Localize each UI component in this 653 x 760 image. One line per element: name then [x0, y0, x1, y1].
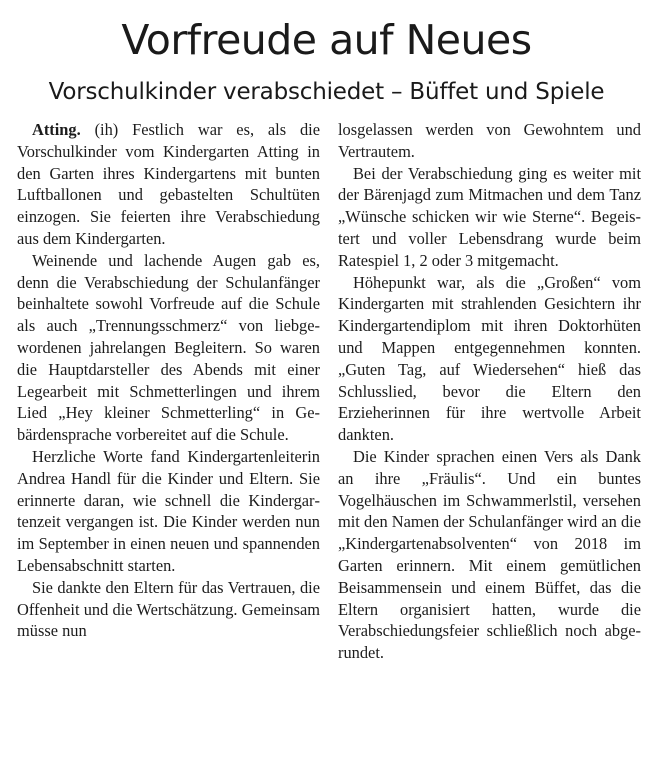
article-paragraph: Herzliche Worte fand Kindergartenleiterin Andrea Handl für die Kinder und Eltern. Sie erinnerte daran, wie schnell die Kindergartenzeit vergangen ist. Die Kinder werden nun im September in einen neuen und spannenden Lebensabschnitt starten. — [17, 446, 320, 575]
paragraph-text: (ih) Festlich war es, als die Vorschulkinder vom Kindergarten Atting in den Garten ihres Kindergartens mit bunten Luftballonen und gebastelten Schultüten einzogen. Sie feierten ihre Verabschiedung aus dem Kindergarten. — [17, 120, 320, 248]
article-paragraph: Weinende und lachende Augen gab es, denn die Verabschiedung der Schulanfänger beinhaltete sowohl Vorfreude auf die Schule als auch „Trennungsschmerz“ von liebgewordenen jahrelangen Begleitern. So waren die Hauptdarsteller des Abends mit einer Legearbeit mit Schmetterlingen und ihrem Lied „Hey kleiner Schmetterling“ in Gebärdensprache vorbereitet auf die Schule. — [17, 250, 320, 445]
dateline: Atting. — [32, 120, 81, 139]
article-paragraph: losgelassen werden von Gewohntem und Vertrautem. — [338, 120, 641, 161]
article-column-right — [338, 119, 641, 664]
article-paragraph: Die Kinder sprachen einen Vers als Dank an ihre „Fräulis“. Und ein buntes Vogelhäuschen im Schwammerlstil, versehen mit den Namen der Schulanfänger wird an die „Kindergartenabsolventen“ von 2018 im Garten erinnern. Mit einem gemütlichen Beisammensein und einem Büffet, das die Eltern organisiert hatten, wurde die Verabschiedungsfeier schließlich noch abgerundet. — [338, 446, 641, 663]
article-paragraph — [17, 119, 320, 250]
article-paragraph: Bei der Verabschiedung ging es weiter mit der Bärenjagd zum Mitmachen und dem Tanz „Wünsche schicken wir wie Sterne“. Begeistert und voller Lebensdrang wurde beim Ratespiel 1, 2 oder 3 mitgemacht. — [338, 163, 641, 270]
article-paragraph: Sie dankte den Eltern für das Vertrauen, die Offenheit und die Wertschätzung. Gemeinsam müsse nun — [17, 577, 320, 641]
article-column-left — [17, 119, 320, 642]
article-paragraph: Höhepunkt war, als die „Großen“ vom Kindergarten mit strahlenden Gesichtern ihr Kindergartendiplom mit ihren Doktorhüten und Mappen entgegennehmen konnten. „Guten Tag, auf Wiedersehen“ hieß das Schlusslied, bevor die Eltern den Erzieherinnen für ihre wertvolle Arbeit dankten. — [338, 272, 641, 445]
subheadline: Vorschulkinder verabschiedet – Büffet und Spiele — [48, 79, 605, 105]
headline: Vorfreude auf Neues — [121, 16, 532, 64]
